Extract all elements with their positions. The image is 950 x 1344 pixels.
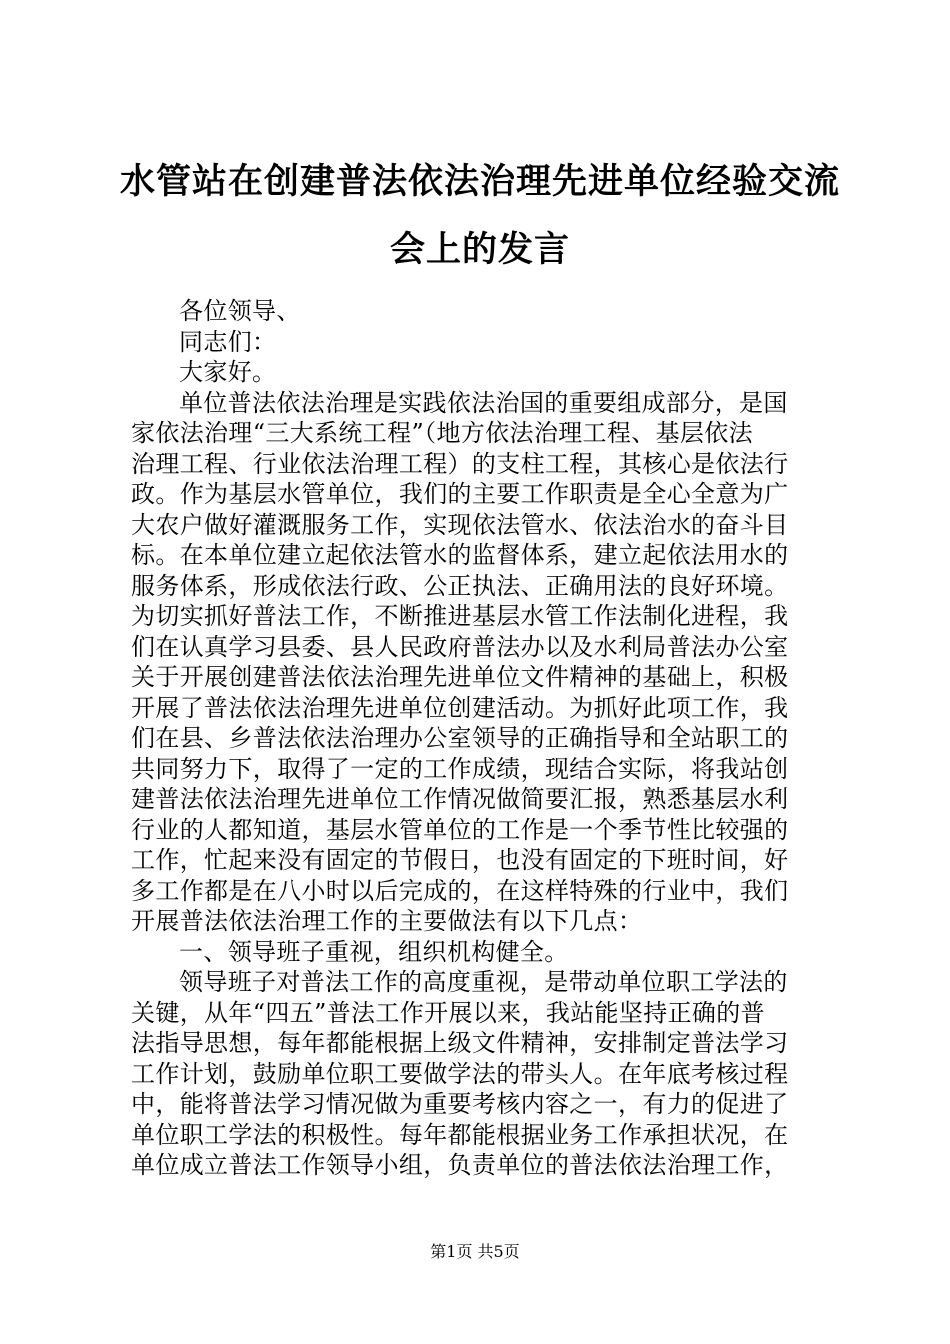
paragraph-1-line: 政。作为基层水管单位，我们的主要工作职责是全心全意为广 — [131, 480, 789, 508]
paragraph-1-line: 关于开展创建普法依法治理先进单位文件精神的基础上，积极 — [131, 663, 789, 691]
paragraph-1-line: 大农户做好灌溉服务工作，实现依法管水、依法治水的奋斗目 — [131, 510, 789, 539]
paragraph-1-line: 治理工程、行业依法治理工程）的支柱工程，其核心是依法行 — [131, 449, 789, 478]
section-1-heading — [131, 937, 827, 968]
salutation — [131, 296, 827, 388]
title-line-1: 水管站在创建普法依法治理先进单位经验交流 — [120, 161, 841, 202]
paragraph-1-line: 们在认真学习县委、县人民政府普法办以及水利局普法办公室 — [131, 632, 789, 661]
paragraph-1 — [131, 388, 827, 937]
paragraph-1-line: 服务体系，形成依法行政、公正执法、正确用法的良好环境。 — [131, 571, 789, 600]
paragraph-2-line: 关键，从年“四五”普法工作开展以来，我站能坚持正确的普 — [131, 998, 765, 1027]
paragraph-1-line: 们在县、乡普法依法治理办公室领导的正确指导和全站职工的 — [131, 724, 789, 752]
paragraph-1-line: 开展了普法依法治理先进单位创建活动。为抓好此项工作，我 — [131, 693, 789, 722]
paragraph-2-line: 中，能将普法学习情况做为重要考核内容之一，有力的促进了 — [131, 1090, 789, 1118]
paragraph-1-line: 开展普法依法治理工作的主要做法有以下几点： — [131, 907, 643, 935]
document-title — [120, 148, 840, 284]
paragraph-1-line: 共同努力下，取得了一定的工作成绩，现结合实际，将我站创 — [131, 754, 789, 783]
title-line-2: 会上的发言 — [389, 229, 570, 270]
paragraph-1-line: 多工作都是在八小时以后完成的，在这样特殊的行业中，我们 — [131, 876, 789, 905]
paragraph-2-line: 单位职工学法的积极性。每年都能根据业务工作承担状况，在 — [131, 1120, 789, 1149]
page-footer — [0, 1241, 950, 1263]
section-1-heading-text: 一、领导班子重视，组织机构健全。 — [179, 937, 569, 966]
paragraph-1-line: 单位普法依法治理是实践依法治国的重要组成部分，是国 — [179, 388, 788, 417]
salutation-line-3: 大家好。 — [179, 358, 277, 386]
paragraph-2-line: 单位成立普法工作领导小组，负责单位的普法依法治理工作， — [131, 1151, 789, 1179]
salutation-line-2: 同志们： — [179, 327, 277, 356]
salutation-line-1: 各位领导、 — [179, 297, 301, 325]
document-body — [131, 296, 827, 1181]
paragraph-2-line: 法指导思想，每年都能根据上级文件精神，安排制定普法学习 — [131, 1029, 789, 1057]
paragraph-1-line: 为切实抓好普法工作，不断推进基层水管工作法制化进程，我 — [131, 602, 789, 630]
paragraph-2-line: 领导班子对普法工作的高度重视，是带动单位职工学法的 — [179, 968, 788, 996]
paragraph-2-line: 工作计划，鼓励单位职工要做学法的带头人。在年底考核过程 — [131, 1059, 789, 1088]
page-number-label: 第1页 共5页 — [430, 1242, 520, 1261]
paragraph-1-line: 行业的人都知道，基层水管单位的工作是一个季节性比较强的 — [131, 815, 789, 844]
paragraph-1-line: 工作，忙起来没有固定的节假日，也没有固定的下班时间，好 — [131, 846, 789, 874]
paragraph-1-line: 标。在本单位建立起依法管水的监督体系，建立起依法用水的 — [131, 541, 789, 569]
paragraph-2 — [131, 967, 827, 1181]
paragraph-1-line: 建普法依法治理先进单位工作情况做简要汇报，熟悉基层水利 — [131, 785, 789, 813]
paragraph-1-line: 家依法治理“三大系统工程”（地方依法治理工程、基层依法 — [131, 419, 753, 447]
